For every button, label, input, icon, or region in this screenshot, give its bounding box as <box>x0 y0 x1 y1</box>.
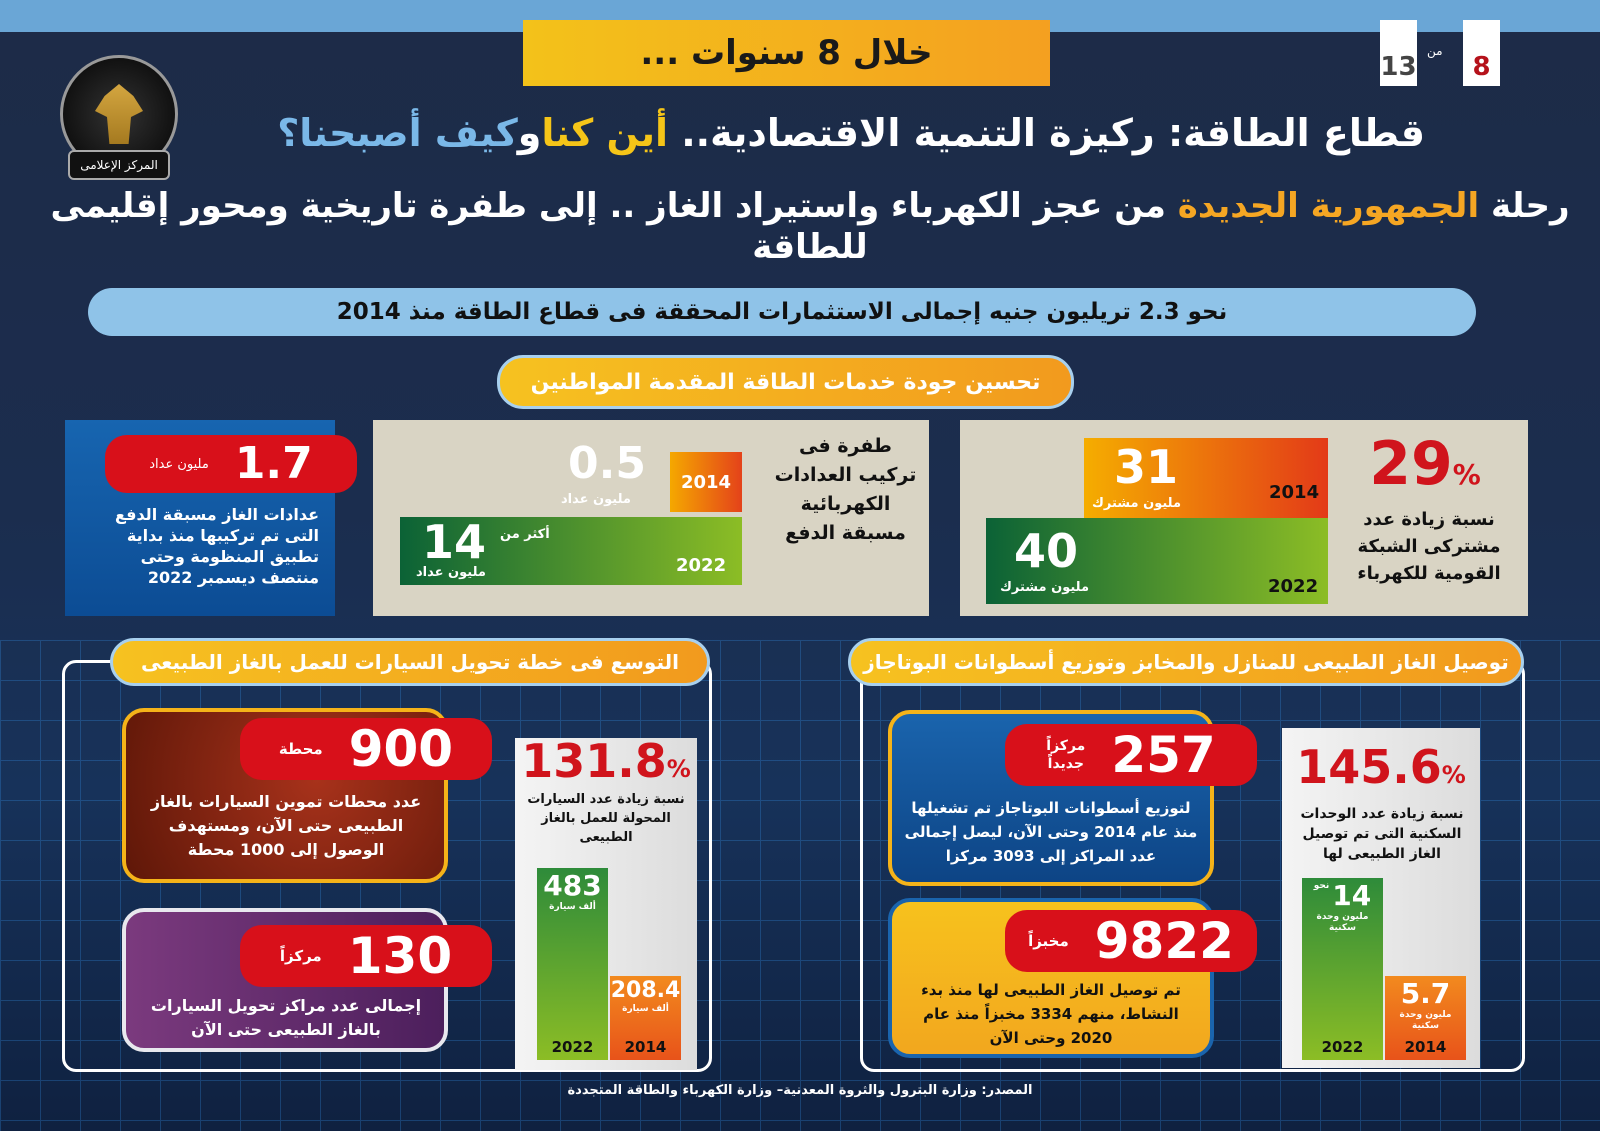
page-subtitle <box>30 186 1590 268</box>
gas-meters-pill <box>105 435 357 493</box>
grid-percent <box>1345 429 1505 499</box>
gas-meters-label: عدادات الغاز مسبقة الدفع التى تم تركيبها منذ بداية تطبيق المنظومة وحتى منتصف ديسمبر 2022 <box>115 505 319 587</box>
percent-sign: % <box>666 755 691 783</box>
source-note: المصدر: وزارة البترول والثروة المعدنية– وزارة الكهرباء والطاقة المتجددة <box>567 1083 1033 1098</box>
stations-label: عدد محطات تموين السيارات بالغاز الطبيعى حتى الآن، ومستهدف الوصول إلى 1000 محطة <box>150 792 422 859</box>
gas-meters-card <box>65 420 335 616</box>
grid-2014-unit: مليون مشترك <box>1092 496 1182 511</box>
bakeries-pill <box>1005 910 1257 972</box>
prepaid-2022-year: 2022 <box>676 555 727 576</box>
homes-percent <box>1282 740 1480 794</box>
homes-increase-panel <box>1282 728 1480 1068</box>
bar-value: 208.4 <box>610 978 681 1003</box>
bar-value-row <box>611 980 681 1002</box>
title-highlight-where: أين كنا <box>541 110 668 155</box>
centers-pill <box>240 925 492 987</box>
grid-2022-bar <box>986 518 1328 604</box>
percent-sign: % <box>1452 458 1481 491</box>
butane-label: لتوزيع أسطوانات البوتاجاز تم تشغيلها منذ عام 2014 وحتى الآن، ليصل إجمالى عدد المراكز إلى 3093 مركزا <box>904 799 1198 865</box>
cars-percent <box>515 734 697 788</box>
subtitle-highlight: الجمهورية الجديدة <box>1177 185 1480 226</box>
bar-unit: ألف سيارة <box>549 902 596 912</box>
logo-band: المركز الإعلامى <box>68 150 170 180</box>
bar-2022 <box>1302 878 1383 1060</box>
bar-value-row <box>1313 879 1372 912</box>
butane-value: 257 <box>1111 726 1216 784</box>
stations-unit: محطة <box>278 740 323 758</box>
bakeries-label: تم توصيل الغاز الطبيعى لها منذ بدء النشاط، منهم 3334 مخبزاً منذ عام 2020 وحتى الآن <box>921 981 1181 1047</box>
grid-2014-bar <box>1084 438 1328 518</box>
prepaid-2022-value: 14 <box>422 515 487 569</box>
grid-subscribers-panel <box>960 420 1528 616</box>
gas-meters-unit: مليون عداد <box>149 456 209 472</box>
bar-unit: مليون وحدة سكنية <box>1399 1010 1452 1031</box>
prepaid-2014-bar: 2014 <box>670 452 742 512</box>
bar-unit: مليون وحدة سكنية <box>1316 912 1369 933</box>
prepaid-meters-label: طفرة فى تركيب العدادات الكهربائية مسبقة الدفع <box>774 435 917 544</box>
gas-meters-value: 1.7 <box>234 438 313 489</box>
cars-bar-chart <box>537 868 687 1060</box>
bar-value-row <box>543 869 602 902</box>
butane-unit-2: جديداً <box>1047 756 1084 772</box>
bar-2022 <box>537 868 608 1060</box>
subtitle-text-rest: من عجز الكهرباء واستيراد الغاز .. إلى طفرة تاريخية ومحور إقليمى للطاقة <box>50 185 1178 267</box>
page-total: 13 <box>1380 20 1417 86</box>
bar-value: 483 <box>543 869 602 902</box>
bar-value-row <box>1400 977 1451 1010</box>
prepaid-2014-unit: مليون عداد <box>561 492 631 507</box>
grid-percent-value: 29 <box>1369 429 1453 499</box>
prepaid-2022-unit: مليون عداد <box>416 565 486 580</box>
grid-label: نسبة زيادة عدد مشتركى الشبكة القومية للكهرباء <box>1357 509 1501 584</box>
centers-unit: مركزاً <box>279 947 322 965</box>
bar-year: 2022 <box>551 1037 594 1056</box>
bar-year: 2022 <box>1321 1037 1364 1056</box>
cars-increase-panel <box>515 734 697 1070</box>
investment-banner: نحو 2.3 تريليون جنيه إجمالى الاستثمارات المحققة فى قطاع الطاقة منذ 2014 <box>88 288 1476 336</box>
grid-2022-unit: مليون مشترك <box>1000 580 1090 595</box>
grid-2022-year: 2022 <box>1268 576 1319 597</box>
title-block <box>10 96 1590 282</box>
homes-heading: توصيل الغاز الطبيعى للمنازل والمخابز وتوزيع أسطوانات البوتاجاز <box>848 638 1524 686</box>
centers-label: إجمالى عدد مراكز تحويل السيارات بالغاز الطبيعى حتى الآن <box>150 996 422 1039</box>
cars-percent-value: 131.8 <box>521 734 667 788</box>
grid-2022-value: 40 <box>1014 524 1079 578</box>
cars-heading: التوسع فى خطة تحويل السيارات للعمل بالغاز الطبيعى <box>110 638 710 686</box>
bar-2014 <box>1385 976 1466 1060</box>
prepaid-2022-prefix: أكثر من <box>500 527 550 542</box>
butane-unit-1: مركزاً <box>1046 738 1086 754</box>
bakeries-unit: مخبزاً <box>1028 932 1069 950</box>
prepaid-2014-value: 0.5 <box>568 438 646 489</box>
page-of: من <box>1427 44 1443 58</box>
page-title <box>277 111 1425 157</box>
bar-value: 5.7 <box>1400 977 1451 1010</box>
bar-year: 2014 <box>624 1037 667 1056</box>
services-heading: تحسين جودة خدمات الطاقة المقدمة المواطنين <box>497 355 1074 409</box>
bar-value: 14 <box>1332 879 1372 912</box>
butane-unit <box>1046 737 1085 773</box>
homes-bar-chart <box>1302 878 1472 1060</box>
prepaid-meters-panel <box>373 420 929 616</box>
cars-increase-label: نسبة زيادة عدد السيارات المحولة للعمل بالغاز الطبيعى <box>527 792 685 845</box>
title-text: قطاع الطاقة: ركيزة التنمية الاقتصادية.. <box>668 110 1425 155</box>
title-highlight-how: كيف أصبحنا؟ <box>277 110 518 155</box>
stations-value: 900 <box>348 720 454 778</box>
stations-pill <box>240 718 492 780</box>
subtitle-text: رحلة <box>1479 185 1570 226</box>
years-banner: خلال 8 سنوات ... <box>523 20 1050 86</box>
page-current: 8 <box>1463 20 1500 86</box>
bar-2014 <box>610 976 681 1060</box>
grid-2014-year: 2014 <box>1269 482 1320 503</box>
grid-2014-value: 31 <box>1114 440 1179 494</box>
homes-increase-label: نسبة زيادة عدد الوحدات السكنية التى تم توصيل الغاز الطبيعى لها <box>1300 806 1464 862</box>
percent-sign: % <box>1441 761 1466 789</box>
bar-year: 2014 <box>1404 1037 1447 1056</box>
bar-prefix: نحو <box>1313 881 1330 891</box>
bar-unit: ألف سيارة <box>622 1004 669 1014</box>
butane-pill <box>1005 724 1257 786</box>
title-and: و <box>517 110 542 155</box>
centers-value: 130 <box>347 927 453 985</box>
bakeries-value: 9822 <box>1094 912 1234 970</box>
homes-percent-value: 145.6 <box>1296 740 1442 794</box>
prepaid-2022-bar <box>400 517 742 585</box>
